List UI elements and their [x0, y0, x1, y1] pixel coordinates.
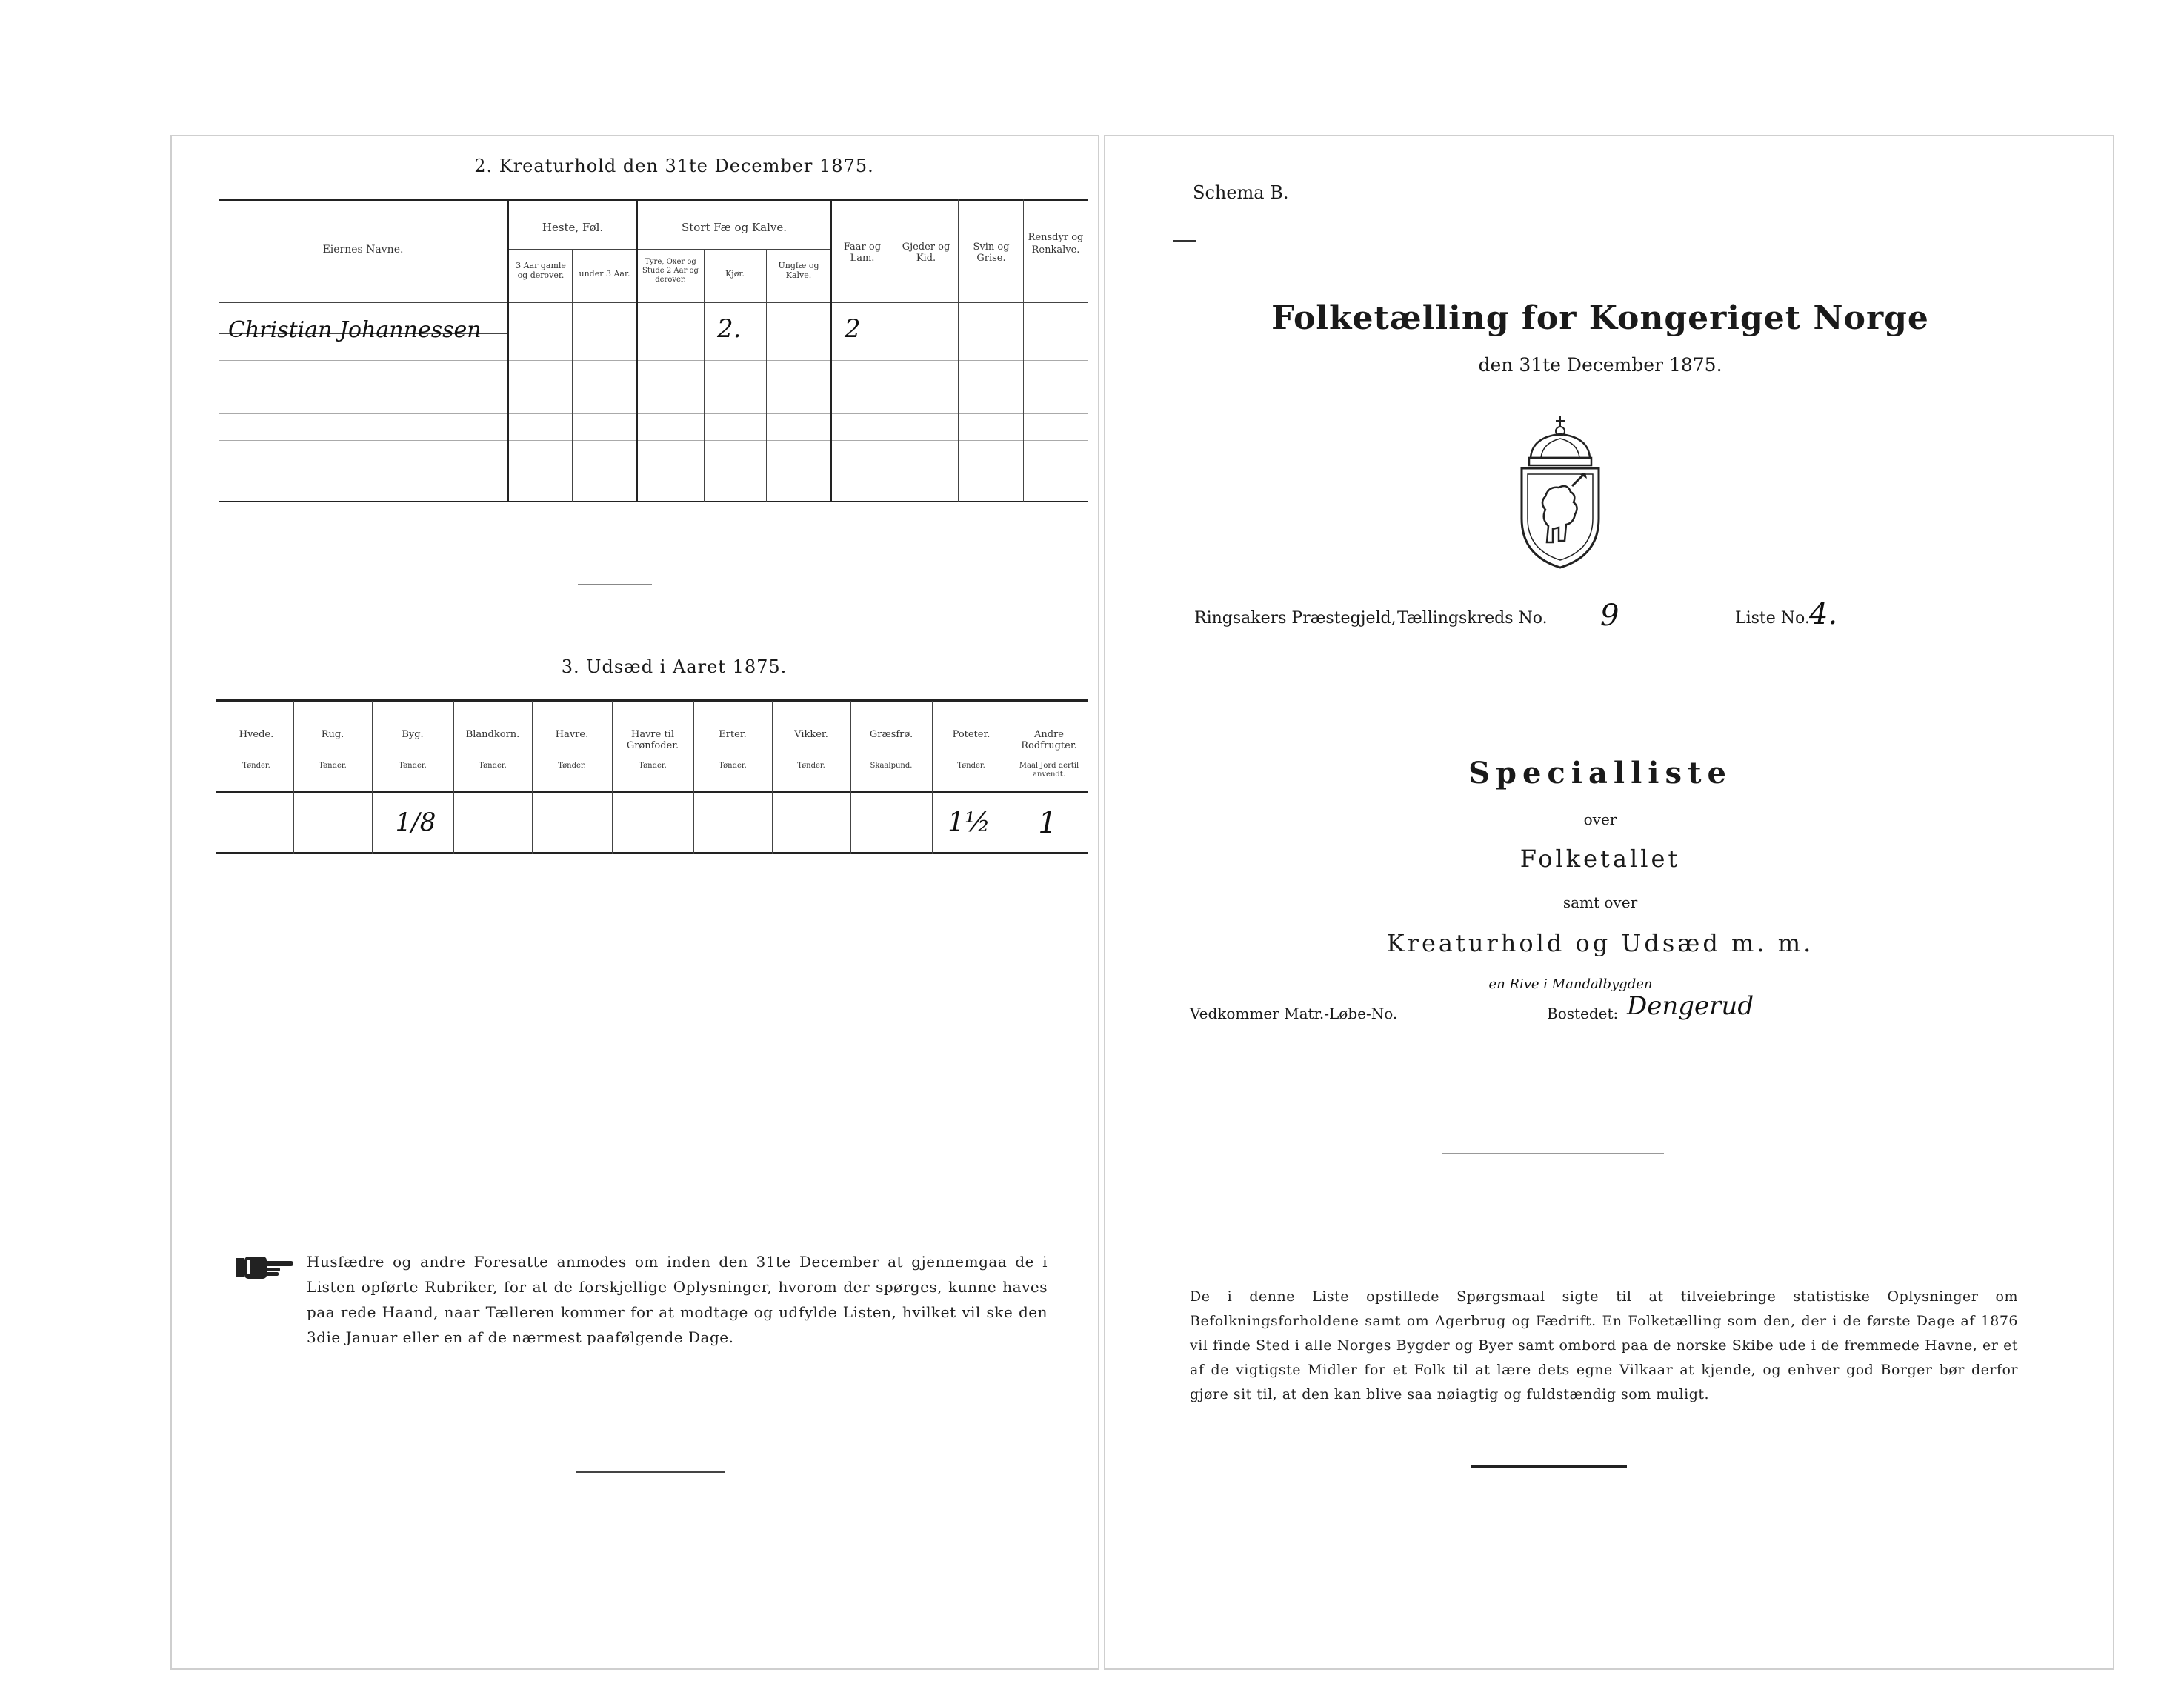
seed-header-name: Byg.: [402, 729, 424, 740]
header-svin: Svin og Grise.: [973, 242, 1010, 264]
seed-poteter-value: 1½: [948, 808, 991, 838]
schema-label: Schema B.: [1193, 182, 1289, 203]
seed-column-divider: [293, 701, 294, 854]
seed-byg-value: 1/8: [395, 808, 436, 837]
seed-header-name: Vikker.: [794, 729, 828, 740]
kjor-value: 2.: [717, 314, 742, 344]
seed-header-name: Rug.: [321, 729, 344, 740]
seed-column-divider: [612, 701, 613, 854]
seed-header-unit: Skaalpund.: [870, 762, 913, 770]
separator: [578, 584, 652, 585]
seed-header-unit: Tønder.: [957, 762, 985, 770]
coat-of-arms-emblem: [1516, 415, 1605, 570]
left-page: [170, 135, 1099, 1670]
liste-label: Liste No.: [1735, 609, 1810, 628]
seed-column-divider: [372, 701, 373, 854]
separator-right-2: [1442, 1153, 1664, 1154]
seed-header-name: Hvede.: [239, 729, 274, 740]
header-stort-oxen: Tyre, Oxer og Stude 2 Aar og derover.: [642, 258, 699, 284]
seed-header-unit: Tønder.: [797, 762, 825, 770]
footer-paragraph: De i denne Liste opstillede Spørgsmaal sigte til at tilveiebringe statistiske Oplysninger om Befolkningsforholdene samt om Agerbrug og Fædrift. En Folketælling som den, der i de første Dage af 1876 vil finde Sted i alle Norges Bygder og Byer samt ombord paa de norske Skibe ude i de fremmede Havne, er et af de vigtigste Midler for et Folk til at lære dets egne Vilkaar at kjende, og enhver god Borger bør derfor gjøre sit til, at den kan blive saa nøiagtig og fuldstændig som muligt.: [1190, 1288, 2018, 1402]
instructions-notice: Husfædre og andre Foresatte anmodes om inden den 31te December at gjennemgaa de i Listen opførte Rubriker, for at de forskjellige Oplysninger, hvorom der spørges, kunne haves paa rede Haand, naar Tælleren kommer for at modtage og udfylde Listen, hvilket vil ske den 3die Januar eller en af de nærmest paafølgende Dage.: [307, 1253, 1048, 1346]
header-faar: Faar og Lam.: [843, 242, 882, 264]
seed-header-name: Andre Rodfrugter.: [1021, 729, 1077, 751]
seed-header-unit: Tønder.: [319, 762, 347, 770]
specialliste-heading: Specialliste: [1468, 756, 1732, 791]
seed-header-unit: Tønder.: [639, 762, 667, 770]
seed-header-name: Blandkorn.: [465, 729, 520, 740]
seed-header-name: Poteter.: [952, 729, 991, 740]
header-stort-young: Ungfæ og Kalve.: [778, 261, 819, 280]
document-date: den 31te December 1875.: [1478, 354, 1722, 376]
seed-header-unit: Maal Jord dertil anvendt.: [1019, 762, 1079, 779]
header-owner: Eiernes Navne.: [322, 244, 404, 256]
header-stort: Stort Fæ og Kalve.: [681, 221, 788, 234]
header-gjeder: Gjeder og Kid.: [902, 242, 950, 264]
schema-dash: [1173, 240, 1196, 242]
seed-header-unit: Tønder.: [719, 762, 747, 770]
handwritten-note: en Rive i Mandalbygden: [1488, 976, 1653, 992]
seed-header-unit: Tønder.: [242, 762, 270, 770]
seed-column-divider: [453, 701, 454, 854]
samt-over-text: samt over: [1562, 894, 1638, 911]
folketallet-heading: Folketallet: [1519, 845, 1681, 873]
seed-header-name: Havre til Grønfoder.: [626, 729, 679, 751]
document-title: Folketælling for Kongeriget Norge: [1271, 299, 1929, 337]
pointing-hand-icon: [234, 1252, 296, 1282]
seed-column-divider: [850, 701, 851, 854]
faar-value: 2: [845, 314, 861, 344]
header-heste-old: 3 Aar gamle og derover.: [516, 261, 566, 280]
header-heste-young: under 3 Aar.: [579, 269, 630, 279]
bosted-label: Bostedet:: [1547, 1005, 1619, 1022]
seed-column-divider: [532, 701, 533, 854]
section3-title: 3. Udsæd i Aaret 1875.: [561, 656, 788, 677]
bosted-value: Dengerud: [1627, 991, 1754, 1021]
bottom-rule-right: [1471, 1465, 1627, 1468]
seed-header-unit: Tønder.: [479, 762, 507, 770]
header-rensdyr: Rensdyr og Renkalve.: [1028, 232, 1084, 256]
bottom-rule-left: [576, 1471, 725, 1473]
seed-header-unit: Tønder.: [399, 762, 427, 770]
kreaturhold-heading: Kreaturhold og Udsæd m. m.: [1386, 929, 1814, 957]
seed-header-name: Erter.: [719, 729, 747, 740]
liste-value: 4.: [1809, 597, 1838, 631]
seed-column-divider: [772, 701, 773, 854]
kreds-value: 9: [1600, 599, 1619, 633]
section2-title: 2. Kreaturhold den 31te December 1875.: [474, 156, 874, 176]
owner-name: Christian Johannessen: [228, 317, 482, 343]
parish-label: Ringsakers Præstegjeld,: [1194, 609, 1396, 628]
matr-label: Vedkommer Matr.-Løbe-No.: [1190, 1005, 1398, 1022]
kreds-label: Tællingskreds No.: [1397, 609, 1548, 628]
seed-header-name: Græsfrø.: [869, 729, 913, 740]
seed-andre-value: 1: [1038, 806, 1057, 840]
header-stort-cows: Kjør.: [725, 269, 745, 279]
seed-header-unit: Tønder.: [558, 762, 586, 770]
over-text: over: [1583, 811, 1617, 828]
seed-header-name: Havre.: [555, 729, 589, 740]
seed-column-divider: [693, 701, 694, 854]
header-heste: Heste, Føl.: [542, 221, 604, 234]
